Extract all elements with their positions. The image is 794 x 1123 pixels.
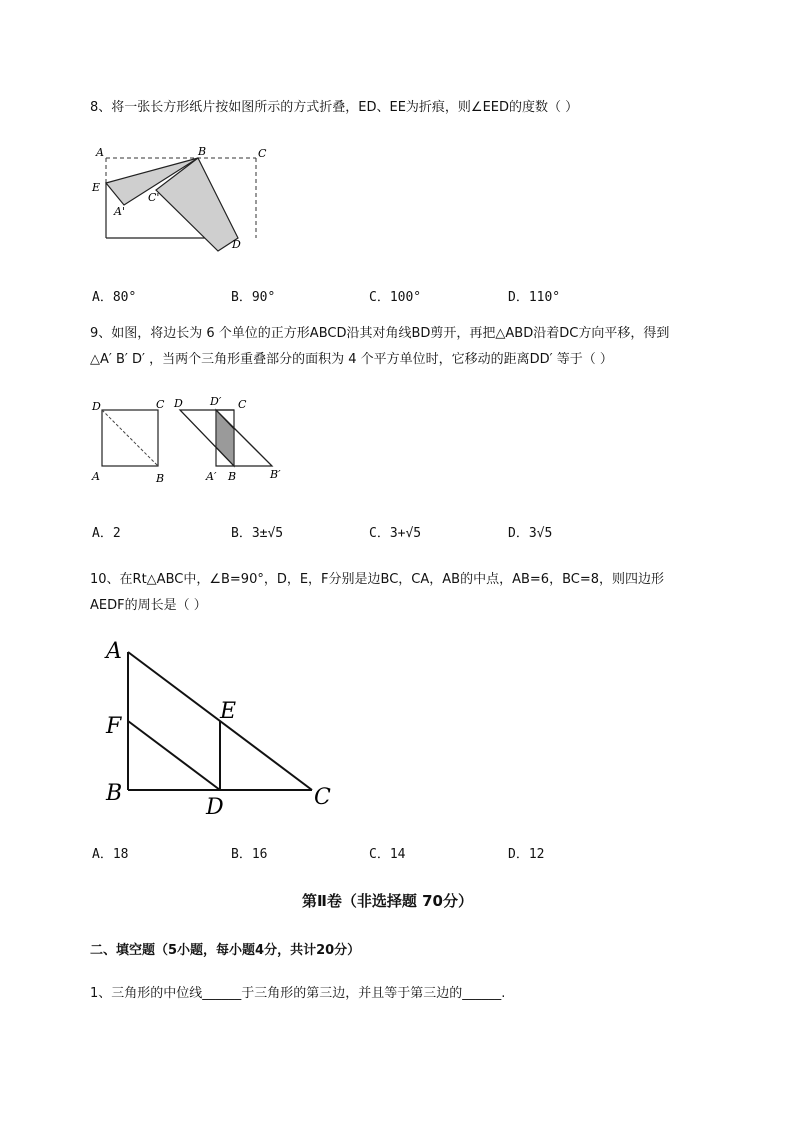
q9-label-B2: B bbox=[228, 470, 237, 483]
q9-label-B: B bbox=[156, 472, 165, 485]
q9-label-D: D bbox=[92, 400, 101, 413]
q8-label-D: D bbox=[232, 238, 241, 251]
q8-label-A: A bbox=[96, 146, 104, 159]
q9-figure-left bbox=[90, 398, 170, 488]
q9-label-B1: B′ bbox=[270, 468, 281, 481]
q9-label-D2: D bbox=[174, 397, 183, 410]
q10-option-a: A．18 bbox=[92, 847, 129, 862]
q10-label-C: C bbox=[314, 785, 331, 810]
q9-label-C: C bbox=[156, 398, 165, 411]
q10-option-d: D．12 bbox=[508, 847, 545, 862]
q9-label-D1: D′ bbox=[210, 395, 222, 408]
q10-option-b: B．16 bbox=[231, 847, 268, 862]
q10-label-D: D bbox=[206, 795, 224, 820]
q8-option-c: C．100° bbox=[369, 290, 422, 305]
q8-option-a: A．80° bbox=[92, 290, 137, 305]
q9-option-b: B．3±√5 bbox=[231, 526, 284, 541]
q8-label-E: E bbox=[92, 181, 101, 194]
q9-stem-line2: △A′ B′ D′ ，当两个三角形重叠部分的面积为 4 个平方单位时，它移动的距离DD′ 等于（ ） bbox=[90, 352, 613, 367]
q9-option-d: D．3√5 bbox=[508, 526, 553, 541]
fill-q1: 1、三角形的中位线______于三角形的第三边，并且等于第三边的______. bbox=[90, 986, 506, 1001]
part2-title: 第Ⅱ卷（非选择题 70分） bbox=[302, 892, 473, 910]
q10-label-F: F bbox=[106, 714, 122, 739]
q10-stem-line1: 10、在Rt△ABC中，∠B=90°，D，E，F分别是边BC，CA，AB的中点，AB=6，BC=8，则四边形 bbox=[90, 572, 664, 587]
q8-label-C: C bbox=[258, 147, 267, 160]
q9-option-c: C．3+√5 bbox=[369, 526, 422, 541]
q9-option-a: A．2 bbox=[92, 526, 121, 541]
q10-figure bbox=[100, 632, 350, 822]
q8-label-C1: C' bbox=[148, 191, 160, 204]
part2-section-heading: 二、填空题（5小题，每小题4分，共计20分） bbox=[90, 943, 361, 958]
q10-option-c: C．14 bbox=[369, 847, 406, 862]
q10-label-B: B bbox=[106, 781, 123, 806]
q9-figure-right bbox=[172, 395, 302, 488]
q8-label-A1: A' bbox=[114, 205, 125, 218]
q8-figure bbox=[88, 145, 288, 255]
q9-label-A1: A′ bbox=[206, 470, 217, 483]
q9-label-C2: C bbox=[238, 398, 247, 411]
q10-stem-line2: AEDF的周长是（ ） bbox=[90, 598, 207, 613]
q9-stem-line1: 9、如图，将边长为 6 个单位的正方形ABCD沿其对角线BD剪开，再把△ABD沿着DC方向平移，得到 bbox=[90, 326, 670, 341]
q10-label-E: E bbox=[220, 699, 237, 724]
q9-label-A: A bbox=[92, 470, 100, 483]
q8-option-d: D．110° bbox=[508, 290, 561, 305]
q10-label-A: A bbox=[106, 639, 122, 664]
q8-stem: 8、将一张长方形纸片按如图所示的方式折叠，ED、EE为折痕，则∠EED的度数（ ） bbox=[90, 100, 579, 115]
q8-label-B: B bbox=[198, 145, 207, 158]
q8-option-b: B．90° bbox=[231, 290, 276, 305]
